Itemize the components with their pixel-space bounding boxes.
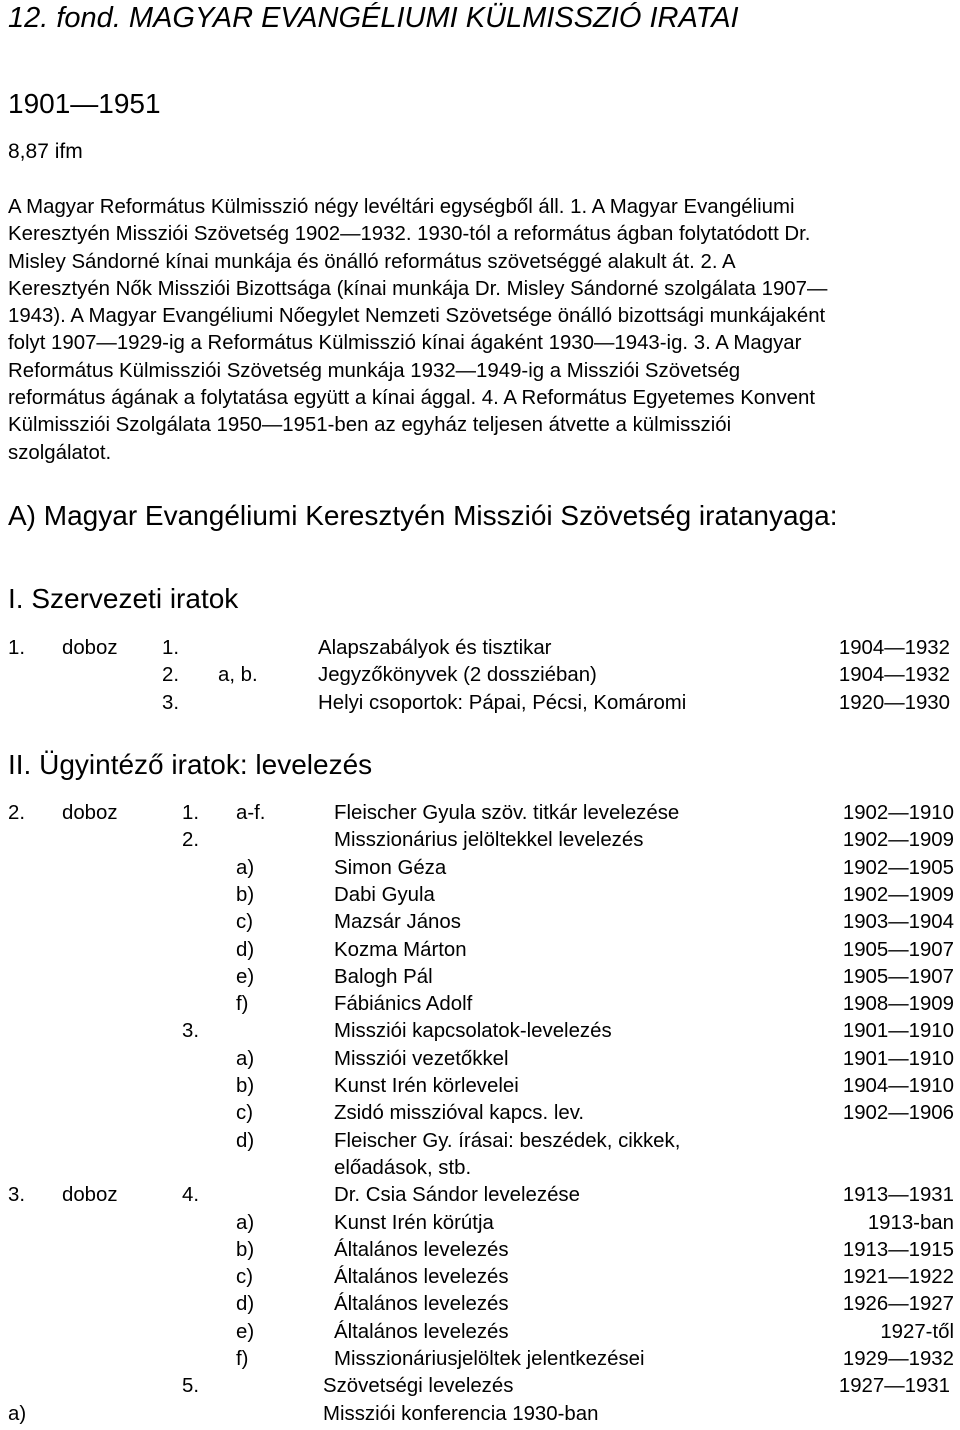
item-date: 1920—1930 [838, 691, 950, 714]
item-description: Fleischer Gyula szöv. titkár levelezése [334, 802, 680, 824]
item-date: 1926—1927 [842, 1293, 954, 1316]
sub-item: c) [236, 911, 253, 934]
section-2-heading: II. Ügyintéző iratok: levelezés [8, 749, 373, 780]
sub-item: b) [236, 1075, 255, 1097]
item-description: Általános levelezés [334, 1293, 509, 1316]
sub-item: c) [236, 1266, 253, 1289]
item-description: Fábiánics Adolf [334, 993, 473, 1016]
sub-item: e) [236, 1320, 255, 1343]
sub-item: a) [236, 1047, 255, 1070]
sub-item: a, b. [218, 664, 258, 687]
intro-line: A Magyar Református Külmisszió négy levéltári egységből áll. 1. A Magyar Evangéliumi [8, 196, 795, 218]
item-description: Szövetségi levelezés [323, 1375, 514, 1398]
item-number: 1. [162, 637, 180, 659]
box-number: a) [8, 1402, 27, 1425]
sub-item: e) [236, 965, 255, 988]
item-description: Dr. Csia Sándor levelezése [334, 1184, 580, 1207]
item-description: Általános levelezés [334, 1320, 509, 1343]
intro-line: szolgálatot. [8, 441, 112, 464]
item-number: 2. [182, 829, 200, 852]
item-date: 1902—1909 [842, 829, 954, 852]
intro-line: Külmissziói Szolgálata 1950—1951-ben az egyház teljesen átvette a külmissziói [8, 414, 732, 437]
item-date: 1904—1932 [838, 664, 950, 687]
item-description: Missziói kapcsolatok-levelezés [334, 1020, 612, 1043]
sub-item: b) [236, 1238, 255, 1261]
item-description: Jegyzőkönyvek (2 dossziéban) [318, 664, 597, 687]
section-1-heading: I. Szervezeti iratok [8, 583, 239, 614]
sub-item: a) [236, 1211, 255, 1234]
item-description: előadások, stb. [334, 1156, 472, 1179]
intro-paragraph [8, 194, 958, 467]
item-date: 1913-ban [867, 1211, 954, 1234]
year-range: 1901—1951 [8, 88, 161, 119]
intro-line: Misley Sándorné kínai munkája és önálló református szövetséggé alakult át. 2. A [8, 250, 736, 273]
box-number: 2. [8, 802, 26, 824]
item-date: 1929—1932 [842, 1348, 954, 1370]
sub-item: a) [236, 856, 255, 879]
item-number: 3. [162, 691, 180, 714]
item-description: Kunst Irén körútja [334, 1211, 494, 1234]
item-description: Alapszabályok és tisztikar [318, 637, 552, 659]
item-date: 1901—1910 [842, 1047, 954, 1070]
item-date: 1913—1931 [842, 1184, 954, 1207]
item-date: 1913—1915 [842, 1238, 954, 1261]
item-date: 1908—1909 [842, 993, 954, 1016]
intro-line: folyt 1907—1929-ig a Református Külmisszió kínai ágaként 1930—1943-ig. 3. A Magyar [8, 332, 802, 355]
item-description: Misszionáriusjelöltek jelentkezései [334, 1348, 645, 1370]
item-description: Dabi Gyula [334, 883, 435, 906]
sub-item: a-f. [236, 802, 266, 824]
item-date: 1921—1922 [842, 1266, 954, 1289]
extent-label: 8,87 ifm [8, 140, 83, 163]
item-date: 1902—1909 [842, 883, 954, 906]
item-date: 1905—1907 [842, 938, 954, 961]
item-date: 1927-től [880, 1320, 954, 1343]
sub-item: d) [236, 938, 255, 961]
item-description: Mazsár János [334, 911, 461, 934]
box-label: doboz [62, 802, 118, 824]
sub-item: b) [236, 883, 255, 906]
item-number: 3. [182, 1020, 200, 1043]
item-description: Missziói konferencia 1930-ban [323, 1402, 599, 1425]
item-description: Simon Géza [334, 856, 447, 879]
item-number: 5. [182, 1375, 200, 1398]
item-description: Általános levelezés [334, 1238, 509, 1261]
sub-item: f) [236, 993, 249, 1016]
item-description: Kunst Irén körlevelei [334, 1075, 519, 1097]
item-description: Kozma Márton [334, 938, 467, 961]
item-date: 1903—1904 [842, 911, 954, 934]
box-label: doboz [62, 637, 118, 659]
sub-item: d) [236, 1129, 255, 1152]
box-number: 3. [8, 1184, 26, 1207]
item-description: Helyi csoportok: Pápai, Pécsi, Komáromi [318, 691, 687, 714]
item-date: 1905—1907 [842, 965, 954, 988]
box-number: 1. [8, 637, 26, 659]
item-description: Balogh Pál [334, 965, 433, 988]
section-a-heading: A) Magyar Evangéliumi Keresztyén Missziói Szövetség iratanyaga: [8, 500, 838, 531]
item-number: 4. [182, 1184, 200, 1207]
sub-item: c) [236, 1102, 253, 1125]
page-title: 12. fond. MAGYAR EVANGÉLIUMI KÜLMISSZIÓ IRATAI [8, 2, 739, 34]
item-date: 1902—1910 [842, 802, 954, 824]
intro-line: Református Külmissziói Szövetség munkája 1932—1949-ig a Missziói Szövetség [8, 359, 741, 382]
item-description: Misszionárius jelöltekkel levelezés [334, 829, 644, 852]
item-number: 2. [162, 664, 180, 687]
item-description: Fleischer Gy. írásai: beszédek, cikkek, [334, 1129, 681, 1152]
item-date: 1902—1906 [842, 1102, 954, 1125]
item-date: 1902—1905 [842, 856, 954, 879]
item-number: 1. [182, 802, 200, 824]
intro-line: Keresztyén Nők Missziói Bizottsága (kínai munkája Dr. Misley Sándorné szolgálata 1907— [8, 277, 828, 300]
item-description: Missziói vezetőkkel [334, 1047, 509, 1070]
item-date: 1927—1931 [838, 1375, 950, 1398]
intro-line: Keresztyén Missziói Szövetség 1902—1932. 1930-tól a református ágban folytatódott Dr. [8, 223, 811, 246]
item-description: Általános levelezés [334, 1266, 509, 1289]
sub-item: d) [236, 1293, 255, 1316]
intro-line: református ágának a folytatása együtt a kínai ággal. 4. A Református Egyetemes Konvent [8, 387, 816, 410]
item-date: 1904—1932 [838, 637, 950, 659]
intro-line: 1943). A Magyar Evangéliumi Nőegylet Nemzeti Szövetsége önálló bizottsági munkájaként [8, 305, 826, 328]
item-description: Zsidó misszióval kapcs. lev. [334, 1102, 585, 1125]
item-date: 1901—1910 [842, 1020, 954, 1043]
sub-item: f) [236, 1348, 249, 1370]
item-date: 1904—1910 [842, 1075, 954, 1097]
box-label: doboz [62, 1184, 118, 1207]
